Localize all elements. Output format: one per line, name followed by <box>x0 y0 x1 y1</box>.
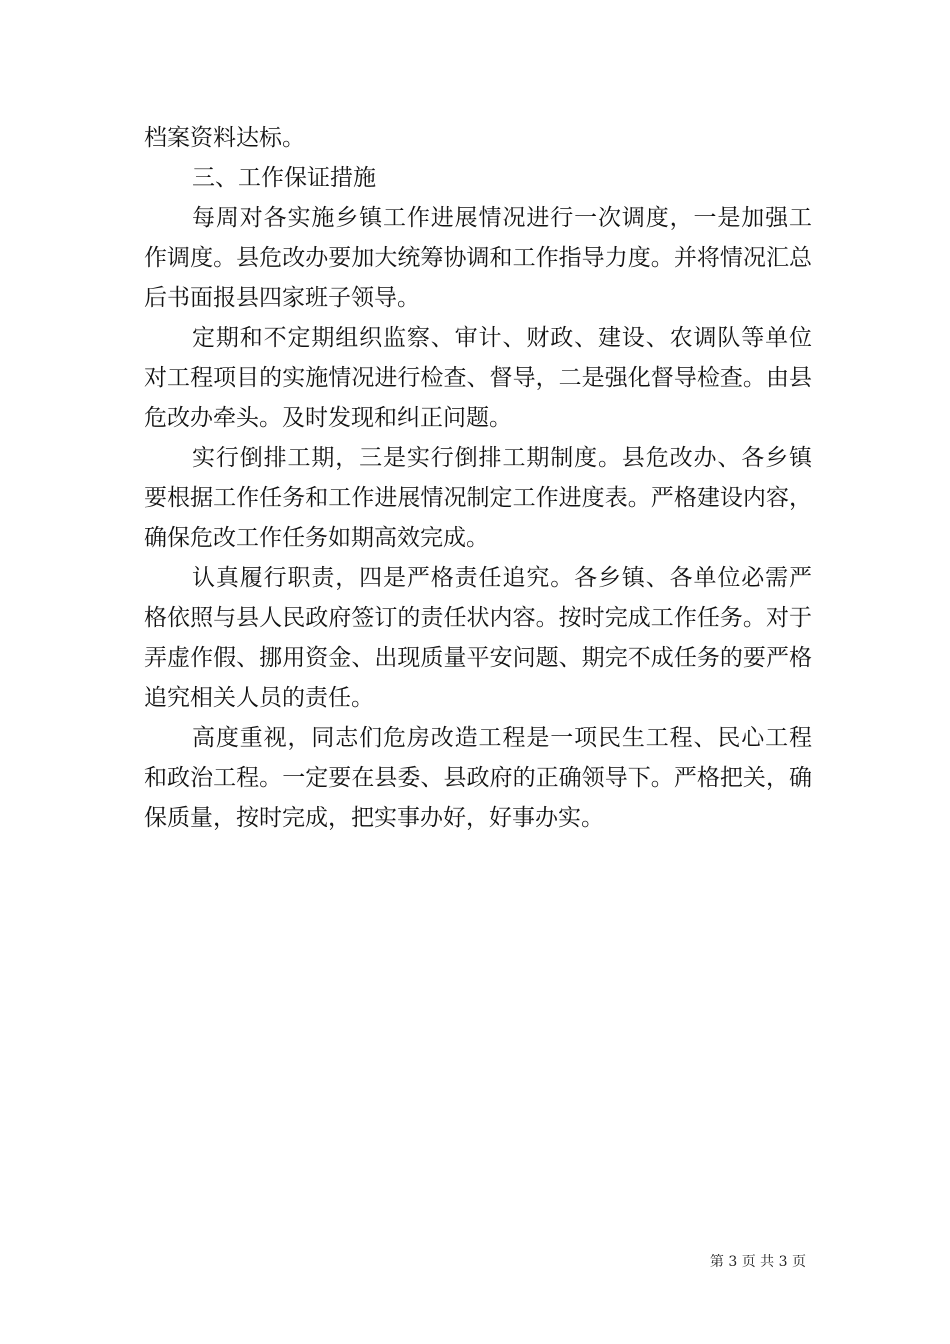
document-body <box>144 118 812 838</box>
paragraph-6: 高度重视，同志们危房改造工程是一项民生工程、民心工程和政治工程。一定要在县委、县政府的正确领导下。严格把关，确保质量，按时完成，把实事办好，好事办实。 <box>144 725 812 831</box>
paragraph-0: 档案资料达标。 <box>144 125 305 151</box>
paragraph-5: 认真履行职责，四是严格责任追究。各乡镇、各单位必需严格依照与县人民政府签订的责任状内容。按时完成工作任务。对于弄虚作假、挪用资金、出现质量平安问题、期完不成任务的要严格追究相关人员的责任。 <box>144 565 812 711</box>
paragraph-3: 定期和不定期组织监察、审计、财政、建设、农调队等单位对工程项目的实施情况进行检查、督导，二是强化督导检查。由县危改办牵头。及时发现和纠正问题。 <box>144 325 812 431</box>
section-heading: 三、工作保证措施 <box>192 165 376 191</box>
paragraph-2: 每周对各实施乡镇工作进展情况进行一次调度，一是加强工作调度。县危改办要加大统筹协调和工作指导力度。并将情况汇总后书面报县四家班子领导。 <box>144 205 812 311</box>
paragraph-4: 实行倒排工期，三是实行倒排工期制度。县危改办、各乡镇要根据工作任务和工作进展情况制定工作进度表。严格建设内容，确保危改工作任务如期高效完成。 <box>144 445 812 551</box>
page-number-label: 第 3 页 共 3 页 <box>709 1254 806 1270</box>
page-number-footer <box>710 1253 806 1271</box>
